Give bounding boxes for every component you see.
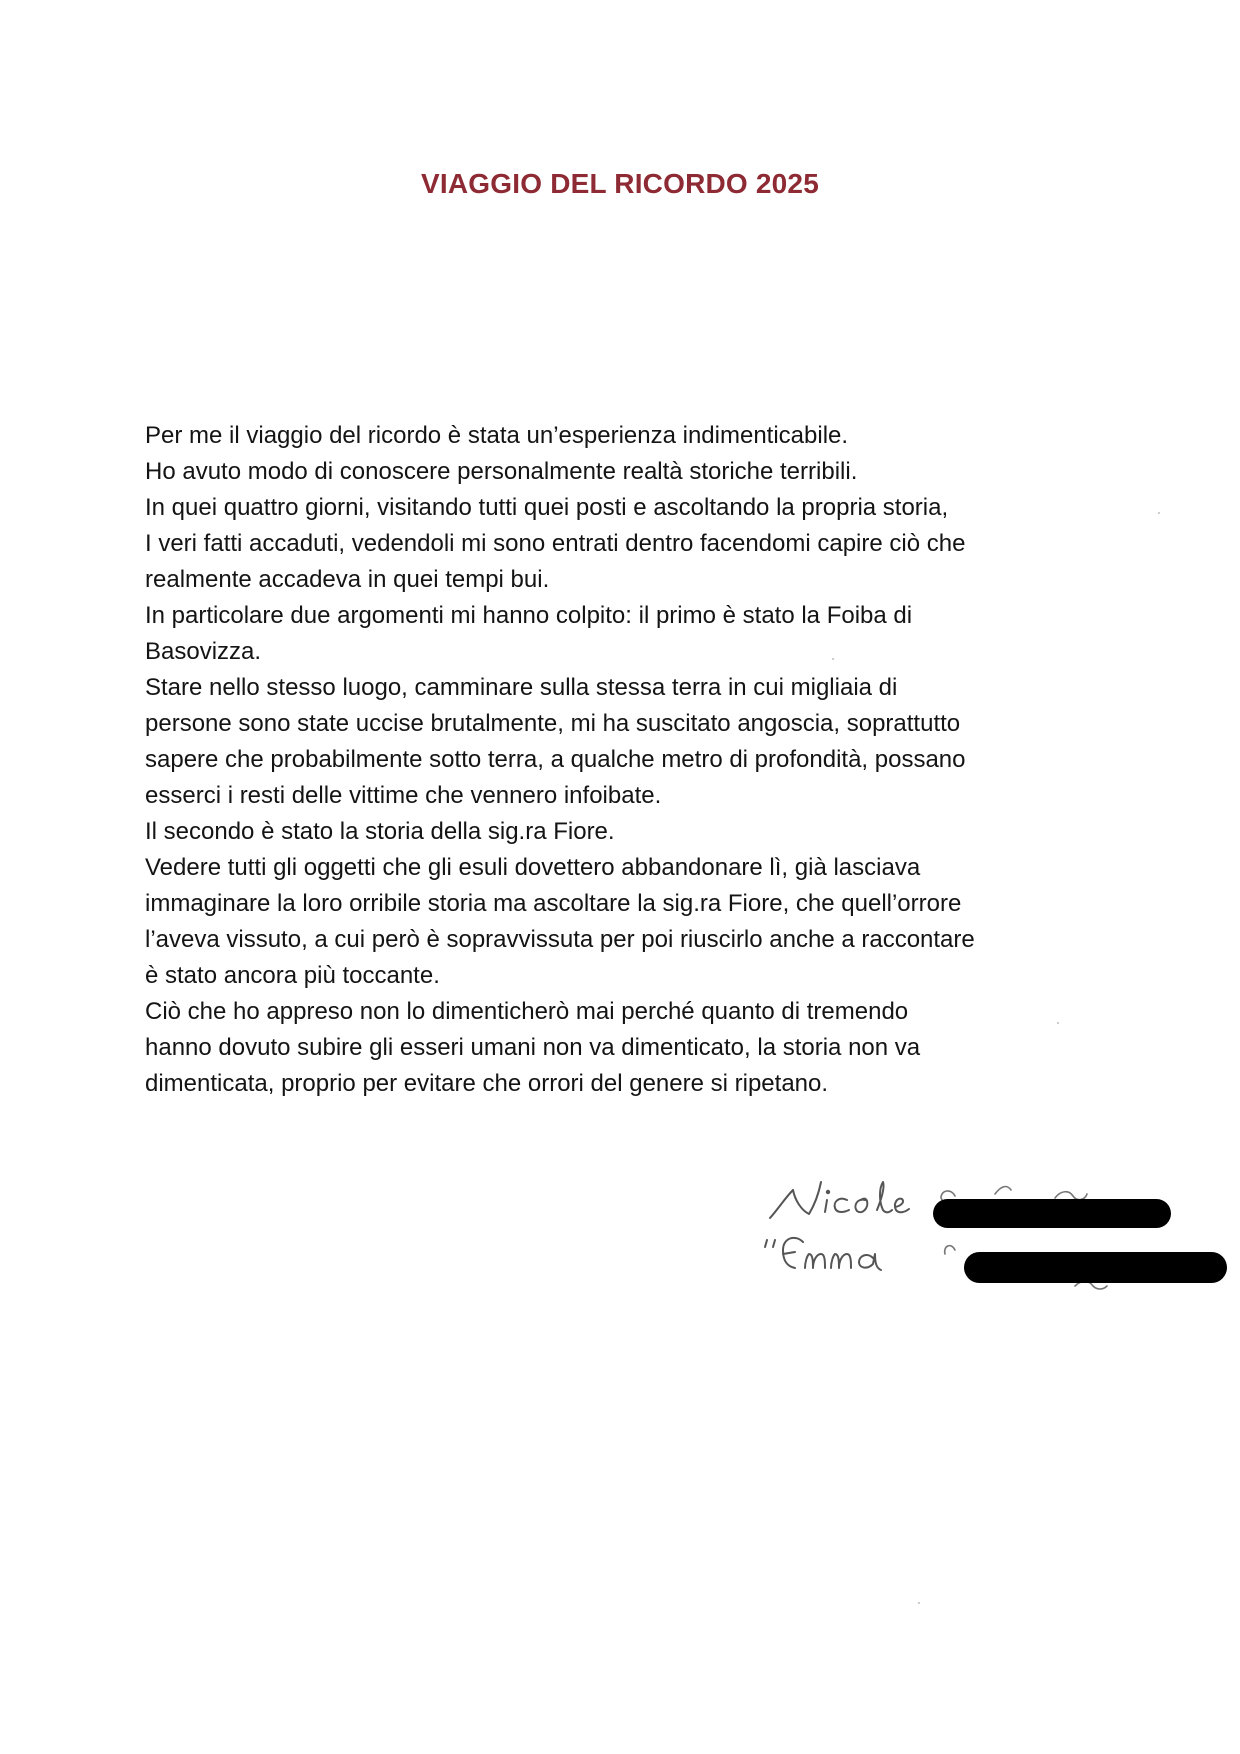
body-line: sapere che probabilmente sotto terra, a qualche metro di profondità, possano [145, 746, 966, 773]
body-line: Ciò che ho appreso non lo dimenticherò mai perché quanto di tremendo [145, 998, 909, 1025]
body-line: dimenticata, proprio per evitare che orrori del genere si ripetano. [145, 1070, 829, 1097]
body-line: Vedere tutti gli oggetti che gli esuli dovettero abbandonare lì, già lasciava [145, 854, 921, 881]
redaction-bar [933, 1199, 1171, 1228]
body-line: Ho avuto modo di conoscere personalmente realtà storiche terribili. [145, 458, 858, 485]
body-line: In particolare due argomenti mi hanno colpito: il primo è stato la Foiba di [145, 602, 913, 629]
body-line: realmente accadeva in quei tempi bui. [145, 566, 550, 593]
scan-speck [918, 1602, 920, 1604]
scan-speck [1057, 1022, 1059, 1024]
body-line: Stare nello stesso luogo, camminare sulla stessa terra in cui migliaia di [145, 674, 898, 701]
scan-speck [832, 658, 834, 660]
body-line: l’aveva vissuto, a cui però è sopravvissuta per poi riuscirlo anche a raccontare [145, 926, 975, 953]
redaction-bar [964, 1252, 1227, 1283]
body-line: Il secondo è stato la storia della sig.ra Fiore. [145, 818, 615, 845]
handwritten-signature [755, 1170, 1235, 1300]
body-line: immaginare la loro orribile storia ma ascoltare la sig.ra Fiore, che quell’orrore [145, 890, 962, 917]
signature-nicole-handwriting [770, 1182, 909, 1218]
signature-emma-handwriting [765, 1238, 881, 1270]
body-line: I veri fatti accaduti, vedendoli mi sono entrati dentro facendomi capire ciò che [145, 530, 966, 557]
document-body [145, 418, 1145, 1102]
body-line: Per me il viaggio del ricordo è stata un’esperienza indimenticabile. [145, 422, 849, 449]
body-line: persone sono state uccise brutalmente, mi ha suscitato angoscia, soprattutto [145, 710, 961, 737]
body-line: hanno dovuto subire gli esseri umani non va dimenticato, la storia non va [145, 1034, 921, 1061]
scan-speck [1158, 512, 1160, 514]
body-line: Basovizza. [145, 638, 262, 665]
document-title: VIAGGIO DEL RICORDO 2025 [421, 168, 819, 199]
body-line: è stato ancora più toccante. [145, 962, 440, 989]
body-line: esserci i resti delle vittime che vennero infoibate. [145, 782, 662, 809]
body-line: In quei quattro giorni, visitando tutti quei posti e ascoltando la propria storia, [145, 494, 949, 521]
